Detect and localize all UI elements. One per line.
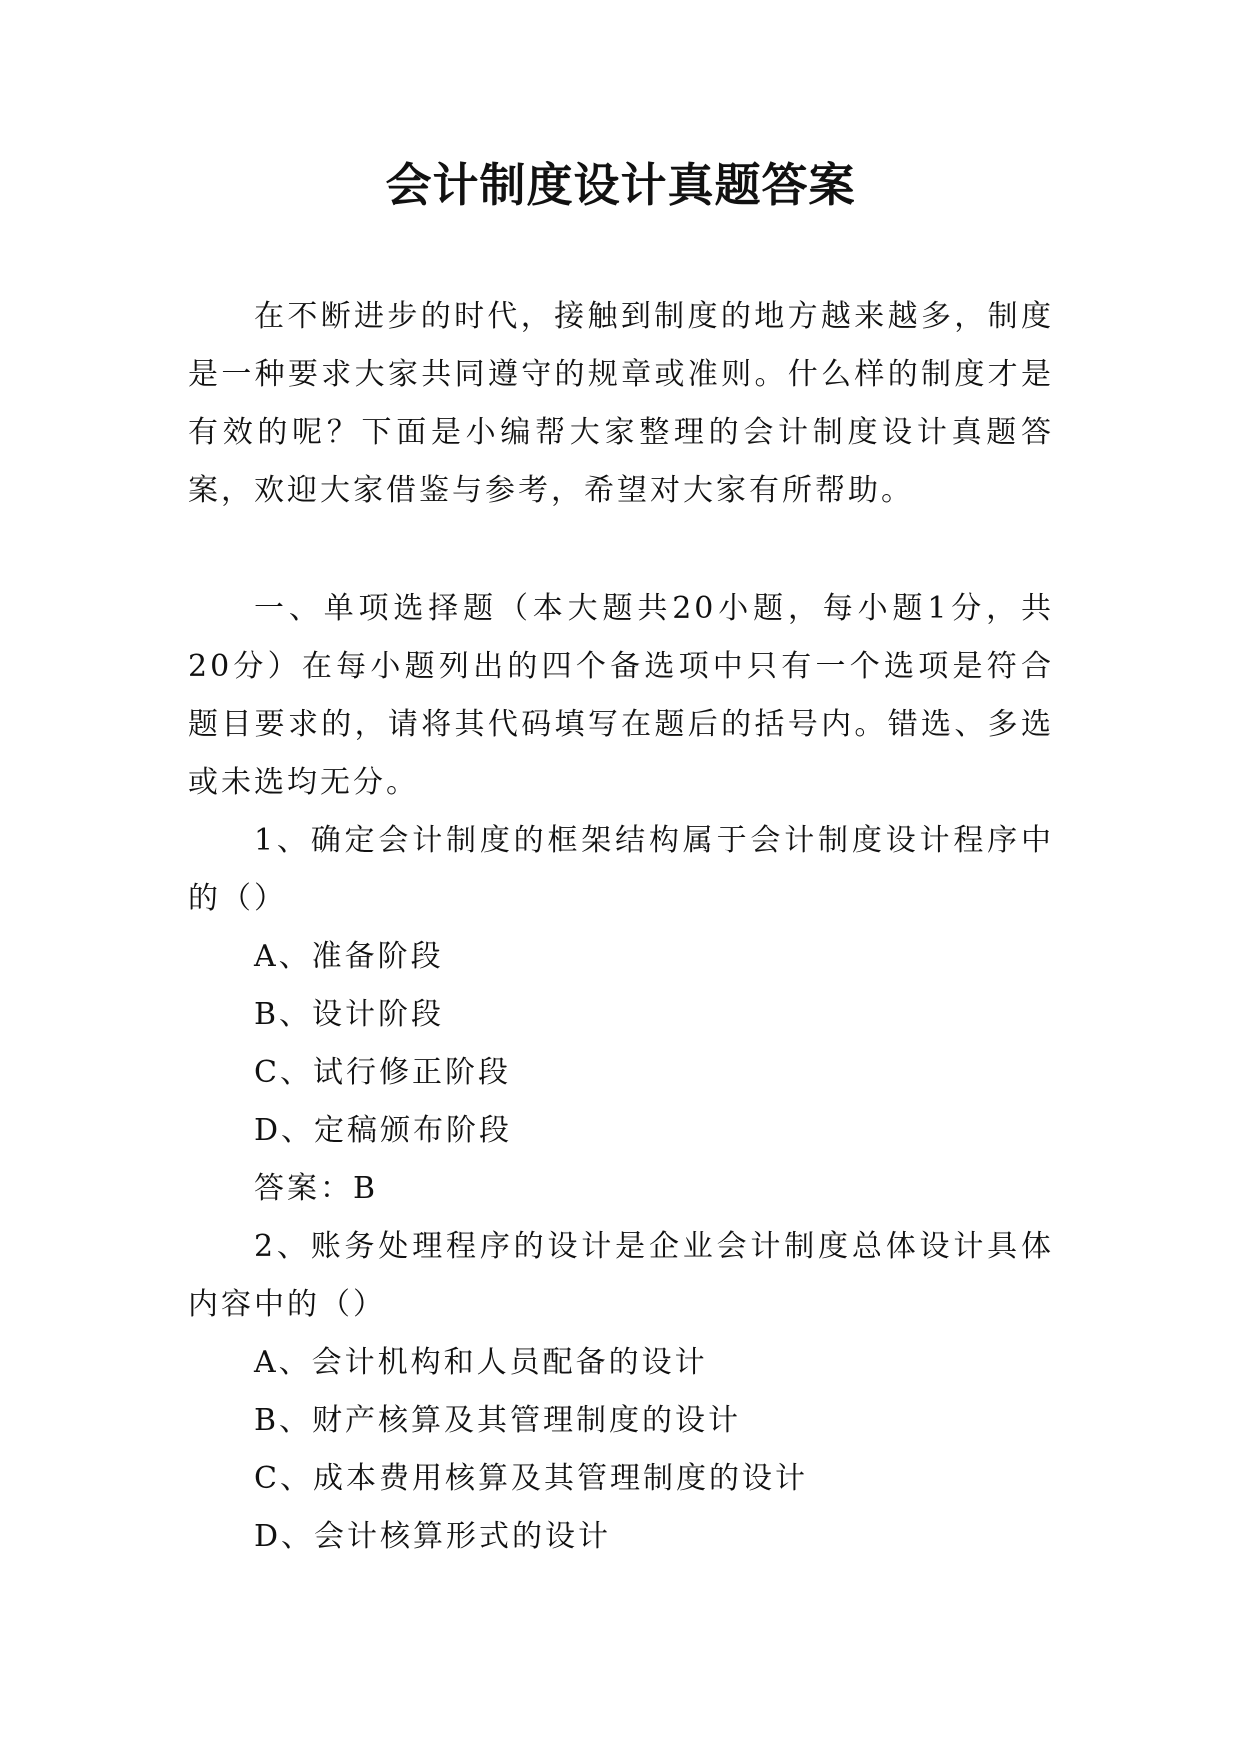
question-1-option-d: D、定稿颁布阶段 — [254, 1113, 513, 1148]
intro-paragraph: 在不断进步的时代，接触到制度的地方越来越多，制度是一种要求大家共同遵守的规章或准则。什么样的制度才是有效的呢？下面是小编帮大家整理的会计制度设计真题答案，欢迎大家借鉴与参考，希望对大家有所帮助。 — [188, 299, 1054, 508]
question-1-option-c: C、试行修正阶段 — [254, 1055, 511, 1090]
question-2-option-b: B、财产核算及其管理制度的设计 — [254, 1403, 742, 1438]
question-1-option-b: B、设计阶段 — [254, 997, 445, 1032]
question-2-option-a: A、会计机构和人员配备的设计 — [254, 1345, 708, 1380]
question-2-stem: 2、账务处理程序的设计是企业会计制度总体设计具体内容中的（） — [188, 1229, 1054, 1322]
question-1-answer: 答案：B — [254, 1171, 379, 1206]
question-2-option-d: D、会计核算形式的设计 — [254, 1519, 612, 1554]
intro-block — [188, 288, 1054, 520]
question-2-option-c: C、成本费用核算及其管理制度的设计 — [254, 1461, 808, 1496]
question-1-option-a: A、准备阶段 — [254, 939, 444, 974]
question-1-stem: 1、确定会计制度的框架结构属于会计制度设计程序中的（） — [188, 823, 1054, 916]
document-title: 会计制度设计真题答案 — [385, 158, 856, 212]
section-heading: 一、单项选择题（本大题共20小题，每小题1分，共20分）在每小题列出的四个备选项中只有一个选项是符合题目要求的，请将其代码填写在题后的括号内。错选、多选或未选均无分。 — [188, 591, 1054, 800]
questions-section — [188, 580, 1054, 1566]
